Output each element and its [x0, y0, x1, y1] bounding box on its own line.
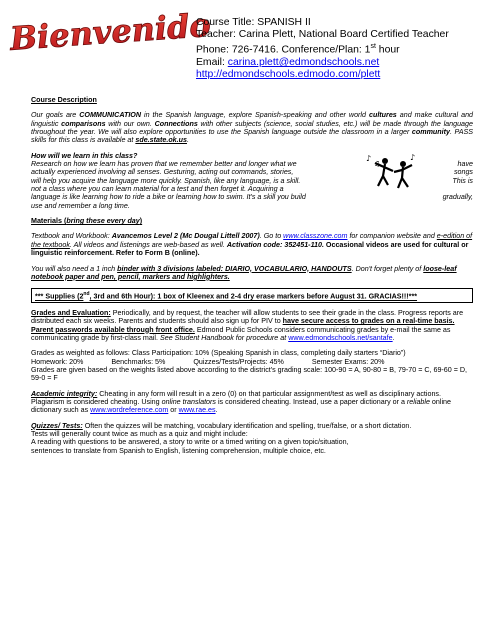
svg-text:♪: ♪ — [366, 153, 372, 163]
how-learn-section: How will we learn in this class? Research on how we learn has proven that we remember better and longer what we have actually experienced involving all senses. Gesturing, acting out commands, stories, songs will help you acquire the language more quickly. Spanish, like any language, is a skill. This is not a class where you can learn material for a test and then forget it. Acquiring a language is like learning how to ride a bike or learning how to swim. It's a skill you build gradually, use and remember a long time. ♪ ♫ ♪ — [31, 151, 473, 210]
syllabus-content — [31, 96, 473, 455]
email-link[interactable]: carina.plett@edmondschools.net — [227, 57, 380, 69]
dancing-figures-icon — [365, 152, 423, 192]
supplies-box: *** Supplies (2nd, 3rd and 6th Hour): 1 box of Kleenex and 2-4 dry erase markers before August 31. GRACIAS!!!*** — [31, 288, 473, 303]
svg-text:♫: ♫ — [374, 159, 381, 168]
website-link[interactable]: http://edmondschools.edmodo.com/plett — [196, 69, 381, 81]
wordreference-link[interactable]: www.wordreference.com — [90, 406, 169, 415]
bienvenido-logo — [4, 5, 212, 58]
course-description-text: Our goals are COMMUNICATION in the Spanish language, explore Spanish-speaking and other world cultures and make cultural and linguistic comparisons with our own. Connections with other subjects (science, social studies, etc.) will be made through the language throughout the year. We will also explore opportunities to use the Spanish language outside the classroom in a larger community. PASS skills for this class is available at sde.state.ok.us. — [31, 111, 474, 145]
grading-scale: Grades are given based on the weights listed above according to the district's grading scale: 100-90 = A, 90-80 = B, 79-70 = C, 69-60 = D, 59-0 = F — [31, 365, 468, 383]
binder-text: You will also need a 1 inch binder with 3 divisions labeled: DIARIO, VOCABULARIO, HANDOUTS. Don't forget plenty of loose-leaf notebook paper and pen, pencil, markers and highlighters. — [31, 264, 457, 281]
course-title: Course Title: SPANISH II — [196, 17, 311, 28]
materials-heading: Materials (bring these every day) — [31, 217, 143, 226]
rae-link[interactable]: www.rae.es — [178, 406, 216, 415]
course-description-heading: Course Description — [31, 96, 97, 104]
svg-text:Bienvenido: Bienvenido — [8, 5, 212, 58]
integrity-section: Academic integrity: Cheating in any form will result in a zero (0) on that particular assignment/test as well as disciplinary actions. Plagiarism is considered cheating. Using online translators is considered cheating. Instead, use a paper dictionary or a reliable online dictionary such as www.wordreference.com or www.rae.es. — [31, 389, 451, 415]
teacher-line: Teacher: Carina Plett, National Board Certified Teacher — [196, 29, 449, 41]
classzone-link[interactable]: www.classzone.com — [283, 232, 348, 241]
grade-weights: Grades as weighted as follows: Class Participation: 10% (Speaking Spanish in class, completing daily starters “Diario”) — [31, 349, 406, 358]
course-header — [196, 17, 449, 81]
grade-weight-items: Homework: 20% Benchmarks: 5% Quizzes/Tests/Projects: 45% Semester Exams: 20% — [31, 357, 385, 366]
grades-section: Grades and Evaluation: Periodically, and by request, the teacher will allow students to see their grade in the class. Progress reports are distributed each six weeks. Parents and students should also sign up for PIV to have secure access to grades on a real-time basis. Parent passwords available through front office. Edmond Public Schools considers communicating grades by e-mail the same as communicating grade by first-class mail. See Student Handbook for procedure at www.edmondschools.net/santafe. — [31, 308, 464, 342]
email-line: Email: carina.plett@edmondschools.net — [196, 57, 380, 69]
materials-text: Textbook and Workbook: Avancemos Level 2 (Mc Dougal Littell 2007). Go to www.classzone.com for companion website and e-edition of the textbook. All videos and listenings are web-based as well. Activation code: 352451-110. Occasional videos are used for cultural or linguistic reinforcement. Refer to Form B (online). — [31, 232, 473, 258]
quizzes-section: Quizzes/ Tests: Often the quizzes will be matching, vocabulary identification and spelling, true/false, or a short dictation. Tests will generally count twice as much as a quiz and might include: A reading with questions to be answered, a story to write or a timed writing on a given topic/situation, sentences to translate from Spanish to English, listening comprehension, multiple choice, etc. — [31, 421, 412, 455]
svg-text:♪: ♪ — [410, 152, 416, 162]
santafe-link[interactable]: www.edmondschools.net/santafe — [288, 333, 393, 342]
how-learn-heading: How will we learn in this class? — [31, 151, 138, 160]
phone-line: Phone: 726-7416. Conference/Plan: 1st hour — [196, 43, 400, 56]
